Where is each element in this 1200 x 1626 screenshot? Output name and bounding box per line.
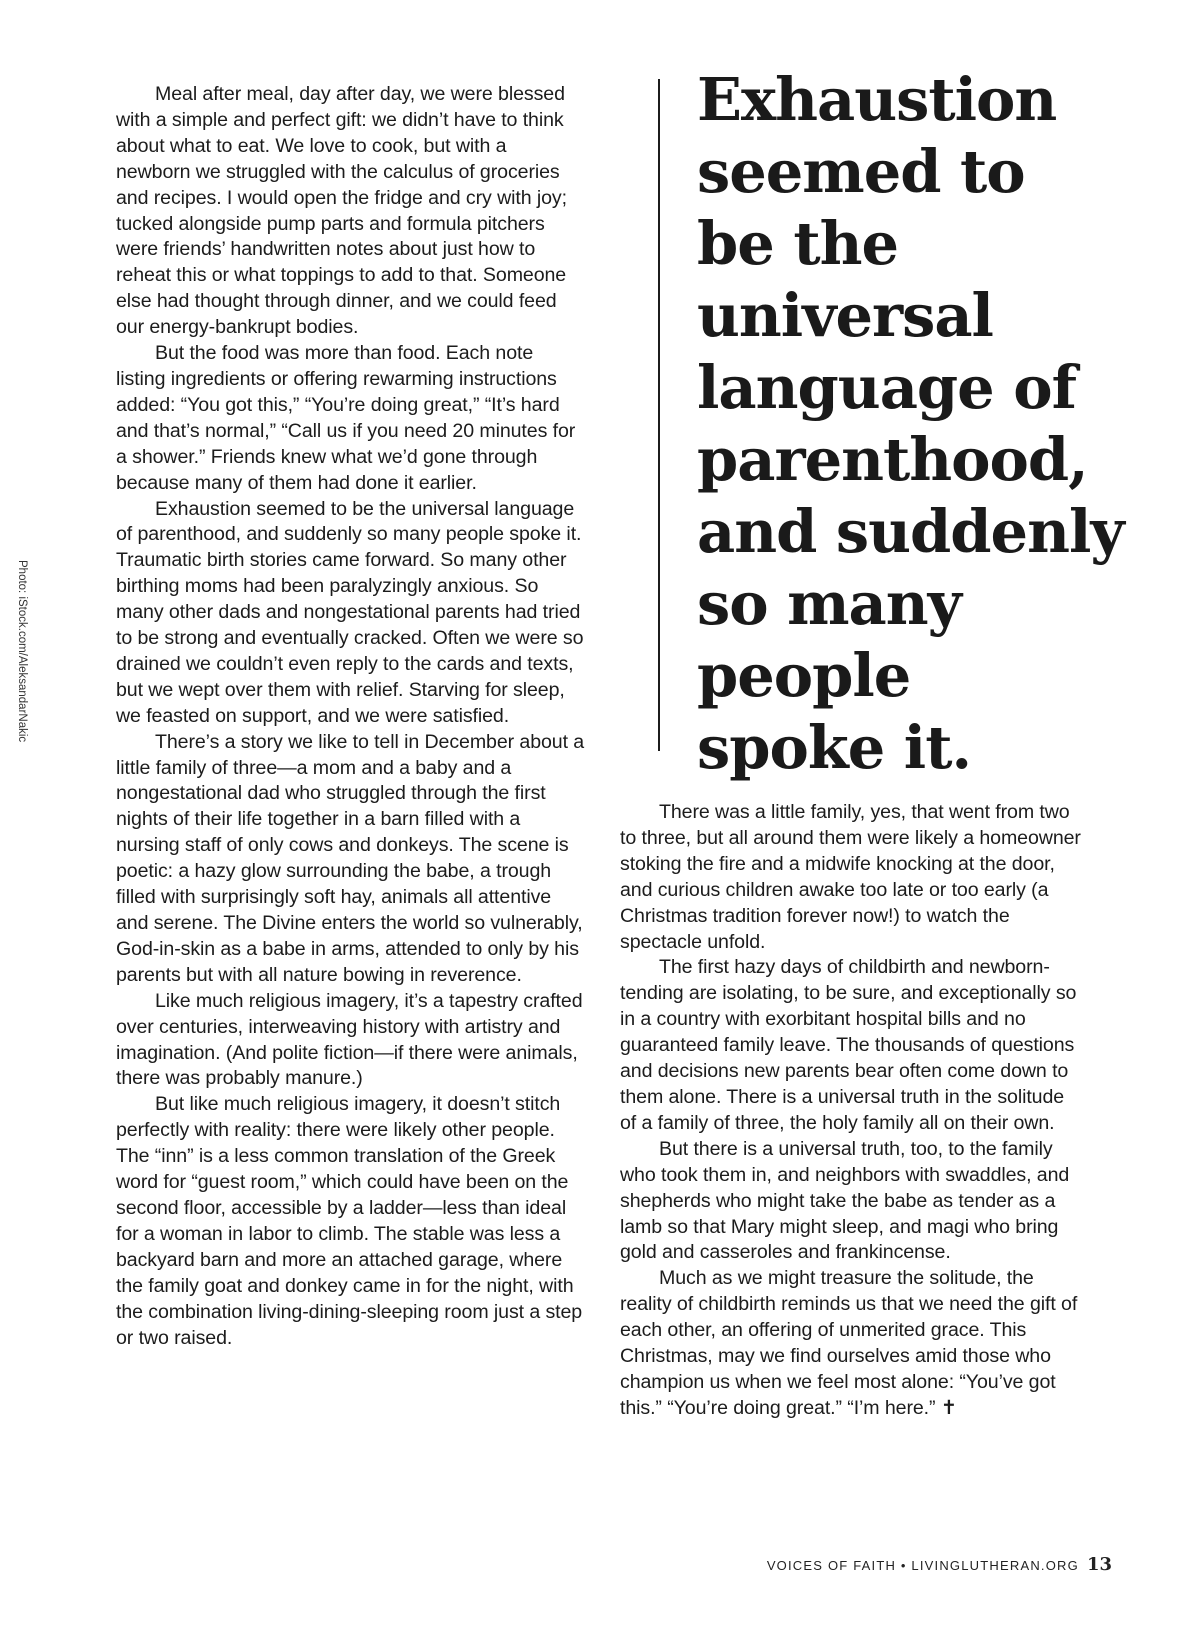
body-paragraph: But like much religious imagery, it doesn’t stitch perfectly with reality: there were likely other people. The “inn” is a less common translation of the Greek word for “guest room,” which could have been on the second floor, accessible by a ladder—less than ideal for a woman in labor to climb. The stable was less a backyard barn and more an attached garage, where the family goat and donkey came in for the night, with the combination living-dining-sleeping room just a step or two raised. [116, 1093, 583, 1349]
pull-quote-line: seemed to [697, 137, 1025, 206]
pull-quote-line: Exhaustion [697, 65, 1057, 134]
body-paragraph: But there is a universal truth, too, to the family who took them in, and neighbors with swaddles, and shepherds who might take the babe as tender as a lamb so that Mary might sleep, and magi who bring gold and casseroles and frankincense. [620, 1137, 1070, 1264]
pull-quote-line: be the [697, 209, 899, 278]
body-paragraph: There was a little family, yes, that went from two to three, but all around them were likely a homeowner stoking the fire and a midwife knocking at the door, and curious children awake too late or too early (a Christmas tradition forever now!) to watch the spectacle unfold. [620, 801, 1081, 953]
photo-credit: Photo: iStock.com/AleksandarNakic [16, 560, 28, 743]
body-paragraph: There’s a story we like to tell in December about a little family of three—a mom and a baby and a nongestational dad who struggled through the first nights of their life together in a barn filled with a nursing staff of only cows and donkeys. The scene is poetic: a hazy glow surrounding the babe, a trough filled with surprisingly soft hay, animals all attentive and serene. The Divine enters the world so vulnerably, God-in-skin as a babe in arms, attended to only by his parents but with all nature bowing in reverence. [116, 730, 585, 986]
pull-quote-line: and suddenly [697, 497, 1124, 566]
pull-quote-line: parenthood, [697, 425, 1088, 494]
body-paragraph: Like much religious imagery, it’s a tapestry crafted over centuries, interweaving history with artistry and imagination. (And polite fiction—if there were animals, there was probably manure.) [116, 989, 583, 1090]
pull-quote-rule [658, 79, 660, 751]
body-paragraph: But the food was more than food. Each note listing ingredients or offering rewarming instructions added: “You got this,” “You’re doing great,” “It’s hard and that’s normal,” “Call us if you need 20 minutes for a shower.” Friends knew what we’d gone through because many of them had done it earlier. [116, 342, 576, 494]
left-column [116, 82, 586, 1351]
page-footer [767, 1554, 1112, 1575]
pull-quote [697, 64, 1124, 784]
pull-quote-line: universal [697, 281, 993, 350]
pull-quote-line: people [697, 641, 911, 710]
body-paragraph: The first hazy days of childbirth and newborn-tending are isolating, to be sure, and exceptionally so in a country with exorbitant hospital bills and no guaranteed family leave. The thousands of questions and decisions new parents bear often come down to them alone. There is a universal truth in the solitude of a family of three, the holy family all on their own. [620, 956, 1077, 1134]
pull-quote-line: so many [697, 569, 961, 638]
right-column [620, 800, 1084, 1422]
body-paragraph: Meal after meal, day after day, we were blessed with a simple and perfect gift: we didn’t have to think about what to eat. We love to cook, but with a newborn we struggled with the calculus of groceries and recipes. I would open the fridge and cry with joy; tucked alongside pump parts and formula pitchers were friends’ handwritten notes about just how to reheat this or what toppings to add to that. Someone else had thought through dinner, and we could feed our energy-bankrupt bodies. [116, 83, 567, 339]
body-paragraph: Exhaustion seemed to be the universal language of parenthood, and suddenly so many people spoke it. Traumatic birth stories came forward. So many other birthing moms had been paralyzingly anxious. So many other dads and nongestational parents had tried to be strong and eventually cracked. Often we were so drained we couldn’t even reply to the cards and texts, but we wept over them with relief. Starving for sleep, we feasted on support, and we were satisfied. [116, 497, 584, 727]
footer-text: VOICES OF FAITH • LIVINGLUTHERAN.ORG [766, 1558, 1079, 1573]
page-number: 13 [1086, 1554, 1112, 1575]
pull-quote-line: language of [697, 353, 1076, 422]
pull-quote-line: spoke it. [697, 713, 971, 782]
body-paragraph: Much as we might treasure the solitude, the reality of childbirth reminds us that we need the gift of each other, an offering of unmerited grace. This Christmas, may we find ourselves amid those who champion us when we feel most alone: “You’ve got this.” “You’re doing great.” “I’m here.” ✝ [620, 1267, 1078, 1419]
